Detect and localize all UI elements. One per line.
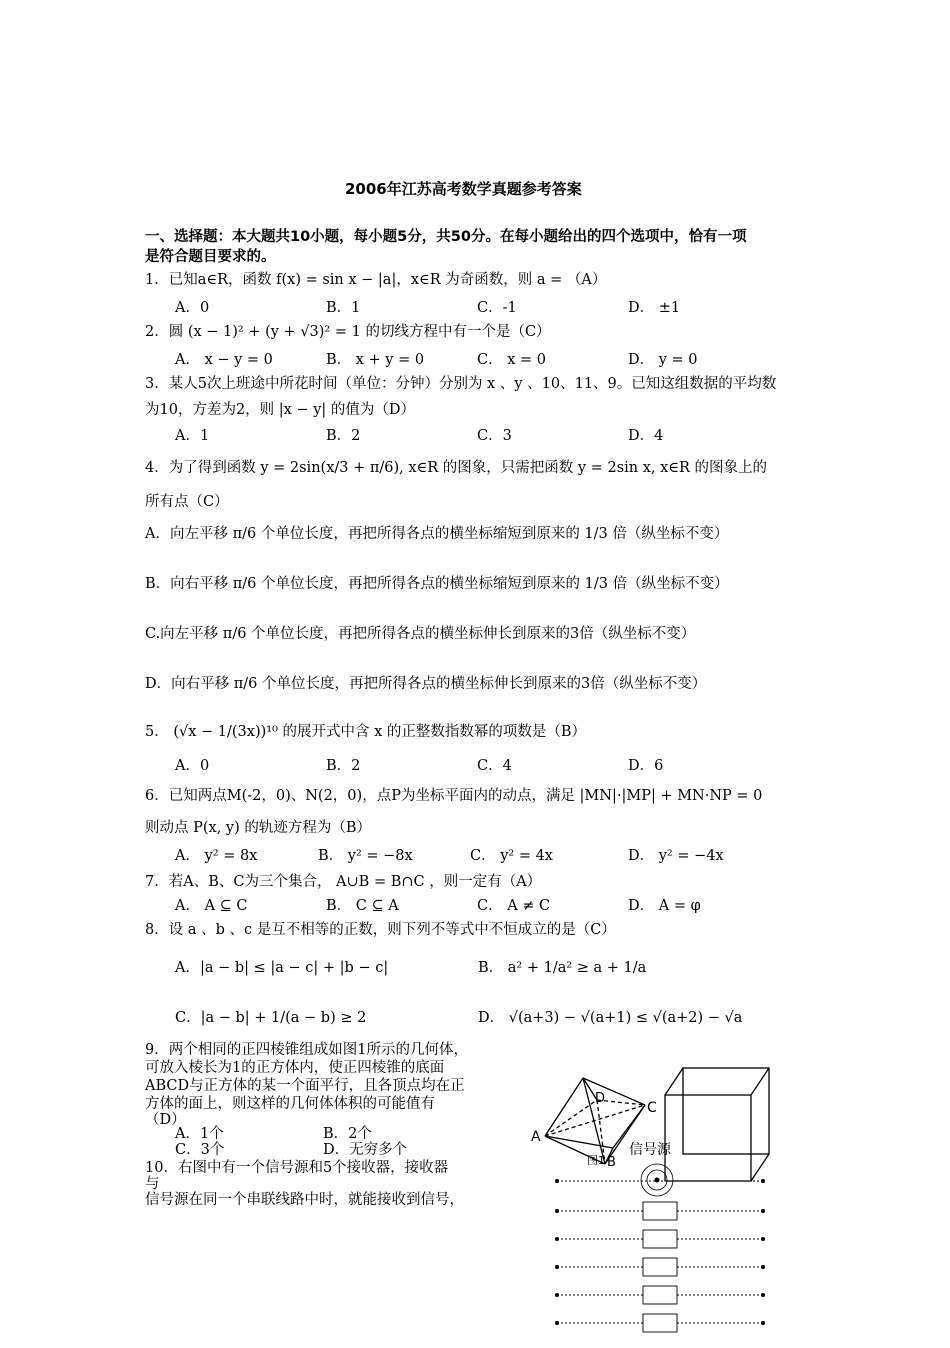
q9-line2: 可放入棱长为1的正方体内，使正四棱锥的底面 [145,1060,445,1076]
q6-option-d: D． y² = −4x [628,848,724,864]
q2-option-a: A． x − y = 0 [175,352,273,368]
q9-option-a: A．1个 [175,1126,224,1142]
signal-source-icon [641,1164,673,1196]
q9-line4: 方体的面上，则这样的几何体体积的可能值有 [145,1096,435,1112]
q2-option-b: B． x + y = 0 [326,352,425,368]
q2-option-c: C． x = 0 [477,352,546,368]
q8-option-a: A．|a − b| ≤ |a − c| + |b − c| [175,960,389,976]
q9-line1: 9．两个相同的正四棱锥组成如图1所示的几何体， [145,1042,468,1058]
q9-option-d: D．无穷多个 [323,1142,408,1158]
q10-line3: 信号源在同一个串联线路中时，就能接收到信号， [145,1192,464,1208]
q1-option-a: A．0 [175,300,210,316]
q5-option-b: B．2 [326,758,361,774]
q8-stem: 8．设 a 、b 、c 是互不相等的正数，则下列不等式中不恒成立的是（C） [145,922,616,938]
q5-option-c: C．4 [477,758,512,774]
q4-option-a: A．向左平移 π/6 个单位长度，再把所得各点的横坐标缩短到原来的 1/3 倍（纵坐标不变） [145,526,729,542]
q6-stem-line1: 6．已知两点M(-2，0)、N(2，0)，点P为坐标平面内的动点，满足 |MN|·|MP| + MN·NP = 0 [145,788,763,804]
q6-stem-line2: 则动点 P(x, y) 的轨迹方程为（B） [145,820,372,836]
label-signal-source: 信号源 [629,1142,671,1158]
label-c: C [647,1100,657,1116]
q7-stem: 7．若A、B、C为三个集合， A∪B = B∩C ，则一定有（A） [145,874,542,890]
q5-stem: 5． (√x − 1/(3x))¹⁰ 的展开式中含 x 的正整数指数幂的项数是（B） [145,724,587,740]
figure-caption: 图1 [587,1154,605,1167]
q3-option-a: A．1 [175,428,210,444]
q1-stem: 1．已知a∈R，函数 f(x) = sin x − |a|，x∈R 为奇函数，则 a = （A） [145,272,607,288]
q3-option-d: D．4 [628,428,664,444]
q3-stem-line2: 为10，方差为2，则 |x − y| 的值为（D） [145,402,416,418]
q4-option-c: C.向左平移 π/6 个单位长度，再把所得各点的横坐标伸长到原来的3倍（纵坐标不变） [145,626,696,642]
q8-option-c: C．|a − b| + 1/(a − b) ≥ 2 [175,1010,367,1026]
q4-stem-line2: 所有点（C） [145,494,229,510]
page-title: 2006年江苏高考数学真题参考答案 [345,180,582,198]
q9-line5: （D） [145,1112,186,1128]
section-header-line1: 一、选择题：本大题共10小题，每小题5分，共50分。在每小题给出的四个选项中，恰有一项 [145,229,747,245]
q7-option-a: A． A ⊆ C [175,898,248,914]
q9-option-c: C．3个 [175,1142,225,1158]
q8-option-d: D． √(a+3) − √(a+1) ≤ √(a+2) − √a [478,1010,743,1026]
q7-option-c: C． A ≠ C [477,898,551,914]
q10-line1: 10．右图中有一个信号源和5个接收器，接收器 [145,1160,449,1176]
q8-option-b: B． a² + 1/a² ≥ a + 1/a [478,960,647,976]
figure-pyramid-and-circuit [525,1060,785,1344]
q4-option-b: B．向右平移 π/6 个单位长度，再把所得各点的横坐标缩短到原来的 1/3 倍（纵坐标不变） [145,576,729,592]
q1-option-d: D． ±1 [628,300,681,316]
q5-option-d: D．6 [628,758,664,774]
figure-svg [525,1060,785,1344]
q1-option-c: C．-1 [477,300,517,316]
label-d: D [595,1091,606,1106]
q10-line2: 与 [145,1176,160,1192]
q2-stem: 2．圆 (x − 1)² + (y + √3)² = 1 的切线方程中有一个是（C） [145,324,551,340]
q9-line3: ABCD与正方体的某一个面平行，且各顶点均在正 [145,1078,465,1094]
section-header-line2: 是符合题目要求的。 [145,249,276,265]
q7-option-b: B． C ⊆ A [326,898,399,914]
q2-option-d: D． y = 0 [628,352,698,368]
cube-drawing [665,1068,769,1181]
q1-option-b: B．1 [326,300,361,316]
q6-option-a: A． y² = 8x [175,848,258,864]
q9-option-b: B．2个 [323,1126,372,1142]
q6-option-c: C． y² = 4x [470,848,553,864]
q5-option-a: A．0 [175,758,210,774]
circuit-lines [557,1181,763,1332]
q3-option-c: C．3 [477,428,512,444]
q3-option-b: B．2 [326,428,361,444]
q6-option-b: B． y² = −8x [318,848,413,864]
q4-stem-line1: 4．为了得到函数 y = 2sin(x/3 + π/6), x∈R 的图象，只需把函数 y = 2sin x, x∈R 的图象上的 [145,460,768,476]
q4-option-d: D．向右平移 π/6 个单位长度，再把所得各点的横坐标伸长到原来的3倍（纵坐标不变） [145,676,707,692]
label-b: B [607,1155,616,1170]
label-a: A [531,1129,541,1145]
q3-stem-line1: 3．某人5次上班途中所花时间（单位：分钟）分别为 x 、y 、10、11、9。已知这组数据的平均数 [145,376,777,392]
q7-option-d: D． A = φ [628,898,701,914]
